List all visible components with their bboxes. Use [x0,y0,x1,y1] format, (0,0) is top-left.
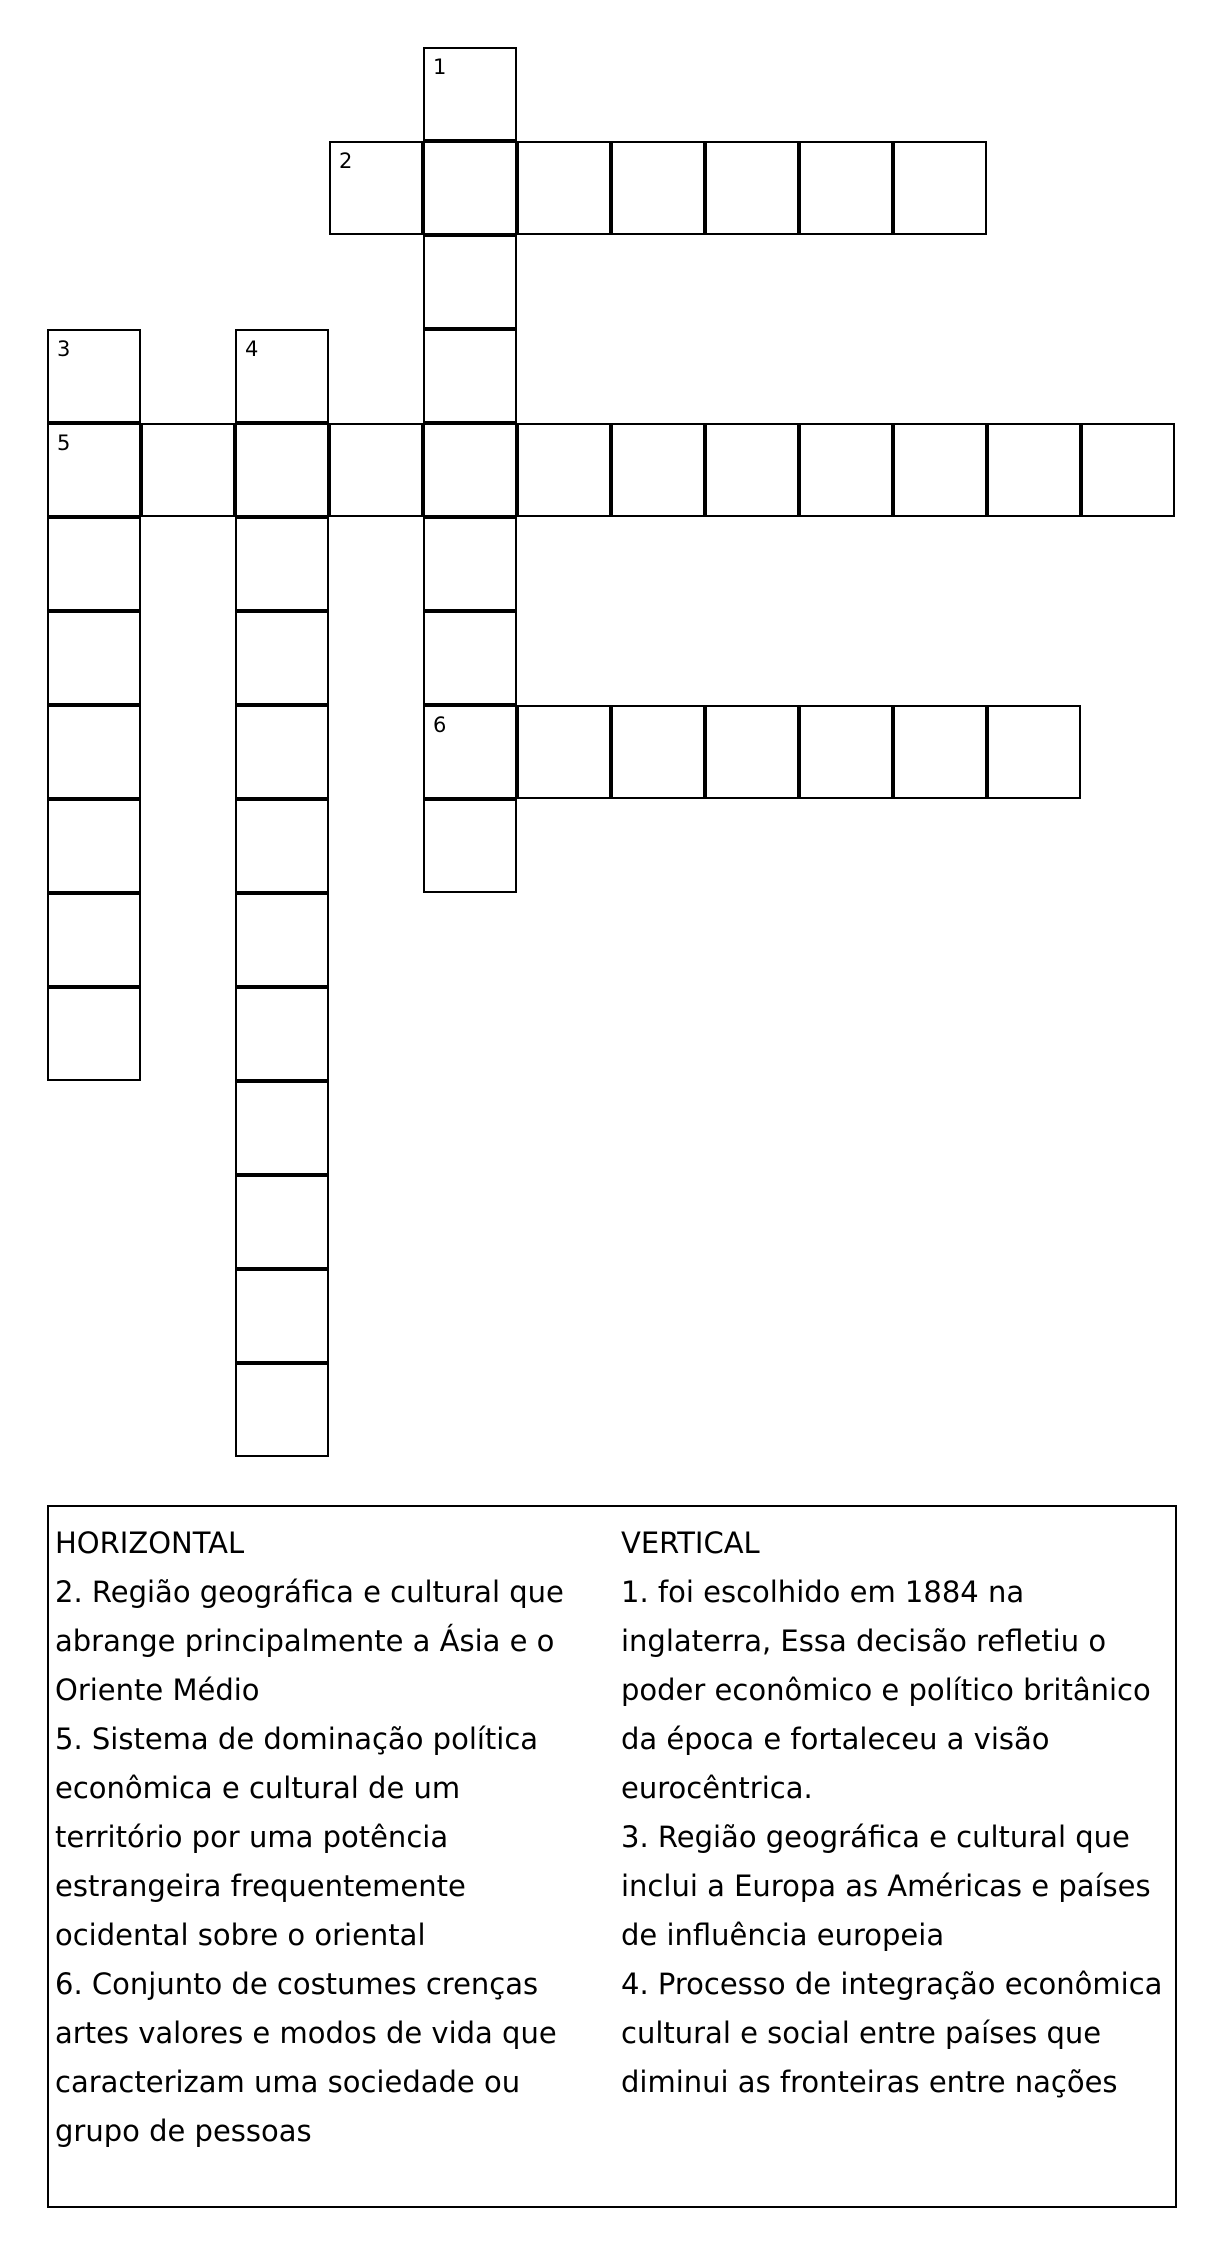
grid-cell[interactable] [235,611,329,705]
grid-cell[interactable] [611,423,705,517]
grid-cell[interactable] [517,141,611,235]
grid-cell[interactable] [47,329,141,423]
grid-cell[interactable] [611,141,705,235]
grid-cell[interactable] [423,235,517,329]
grid-cell[interactable] [47,423,141,517]
grid-cell[interactable] [235,517,329,611]
clue-horizontal-5: 5. Sistema de dominação política econômica e cultural de um território por uma potência estrangeira frequentemente ocidental sobre o oriental [55,1722,539,1952]
grid-cell[interactable] [235,799,329,893]
grid-cell[interactable] [47,611,141,705]
clue-number: 5 [57,431,71,455]
grid-cell[interactable] [517,705,611,799]
grid-cell[interactable] [893,705,987,799]
grid-cell[interactable] [799,141,893,235]
grid-cell[interactable] [235,893,329,987]
vertical-heading: VERTICAL [621,1526,760,1560]
clues-box [47,1505,1177,2208]
grid-cell[interactable] [423,611,517,705]
clue-vertical-4: 4. Processo de integração econômica cultural e social entre países que diminui as fronteiras entre nações [621,1967,1163,2099]
grid-cell[interactable] [423,329,517,423]
grid-cell[interactable] [235,1175,329,1269]
grid-cell[interactable] [235,1363,329,1457]
clue-number: 6 [433,713,447,737]
clue-number: 4 [245,337,259,361]
grid-cell[interactable] [47,705,141,799]
grid-cell[interactable] [329,423,423,517]
grid-cell[interactable] [235,1269,329,1363]
grid-cell[interactable] [1081,423,1175,517]
grid-cell[interactable] [235,1081,329,1175]
grid-cell[interactable] [893,141,987,235]
grid-cell[interactable] [47,893,141,987]
grid-cell[interactable] [235,329,329,423]
grid-cell[interactable] [705,705,799,799]
grid-cell[interactable] [987,705,1081,799]
grid-cell[interactable] [235,987,329,1081]
horizontal-clues [55,1519,595,2156]
grid-cell[interactable] [799,705,893,799]
grid-cell[interactable] [893,423,987,517]
clue-number: 2 [339,149,353,173]
grid-cell[interactable] [423,47,517,141]
clue-vertical-3: 3. Região geográfica e cultural que inclui a Europa as Américas e países de influência europeia [621,1820,1151,1952]
grid-cell[interactable] [423,423,517,517]
grid-cell[interactable] [423,799,517,893]
grid-cell[interactable] [47,517,141,611]
grid-cell[interactable] [705,141,799,235]
grid-cell[interactable] [235,705,329,799]
clue-vertical-1: 1. foi escolhido em 1884 na inglaterra, Essa decisão refletiu o poder econômico e político britânico da época e fortaleceu a visão eurocêntrica. [621,1575,1151,1805]
clue-number: 3 [57,337,71,361]
clue-horizontal-6: 6. Conjunto de costumes crenças artes valores e modos de vida que caracterizam uma sociedade ou grupo de pessoas [55,1967,557,2148]
grid-cell[interactable] [329,141,423,235]
grid-cell[interactable] [517,423,611,517]
grid-cell[interactable] [705,423,799,517]
grid-cell[interactable] [47,987,141,1081]
clue-horizontal-2: 2. Região geográfica e cultural que abrange principalmente a Ásia e o Oriente Médio [55,1575,564,1707]
vertical-clues [621,1519,1176,2107]
grid-cell[interactable] [141,423,235,517]
grid-cell[interactable] [987,423,1081,517]
horizontal-heading: HORIZONTAL [55,1526,245,1560]
grid-cell[interactable] [235,423,329,517]
grid-cell[interactable] [611,705,705,799]
clue-number: 1 [433,55,447,79]
grid-cell[interactable] [423,517,517,611]
grid-cell[interactable] [47,799,141,893]
grid-cell[interactable] [423,705,517,799]
grid-cell[interactable] [423,141,517,235]
grid-cell[interactable] [799,423,893,517]
